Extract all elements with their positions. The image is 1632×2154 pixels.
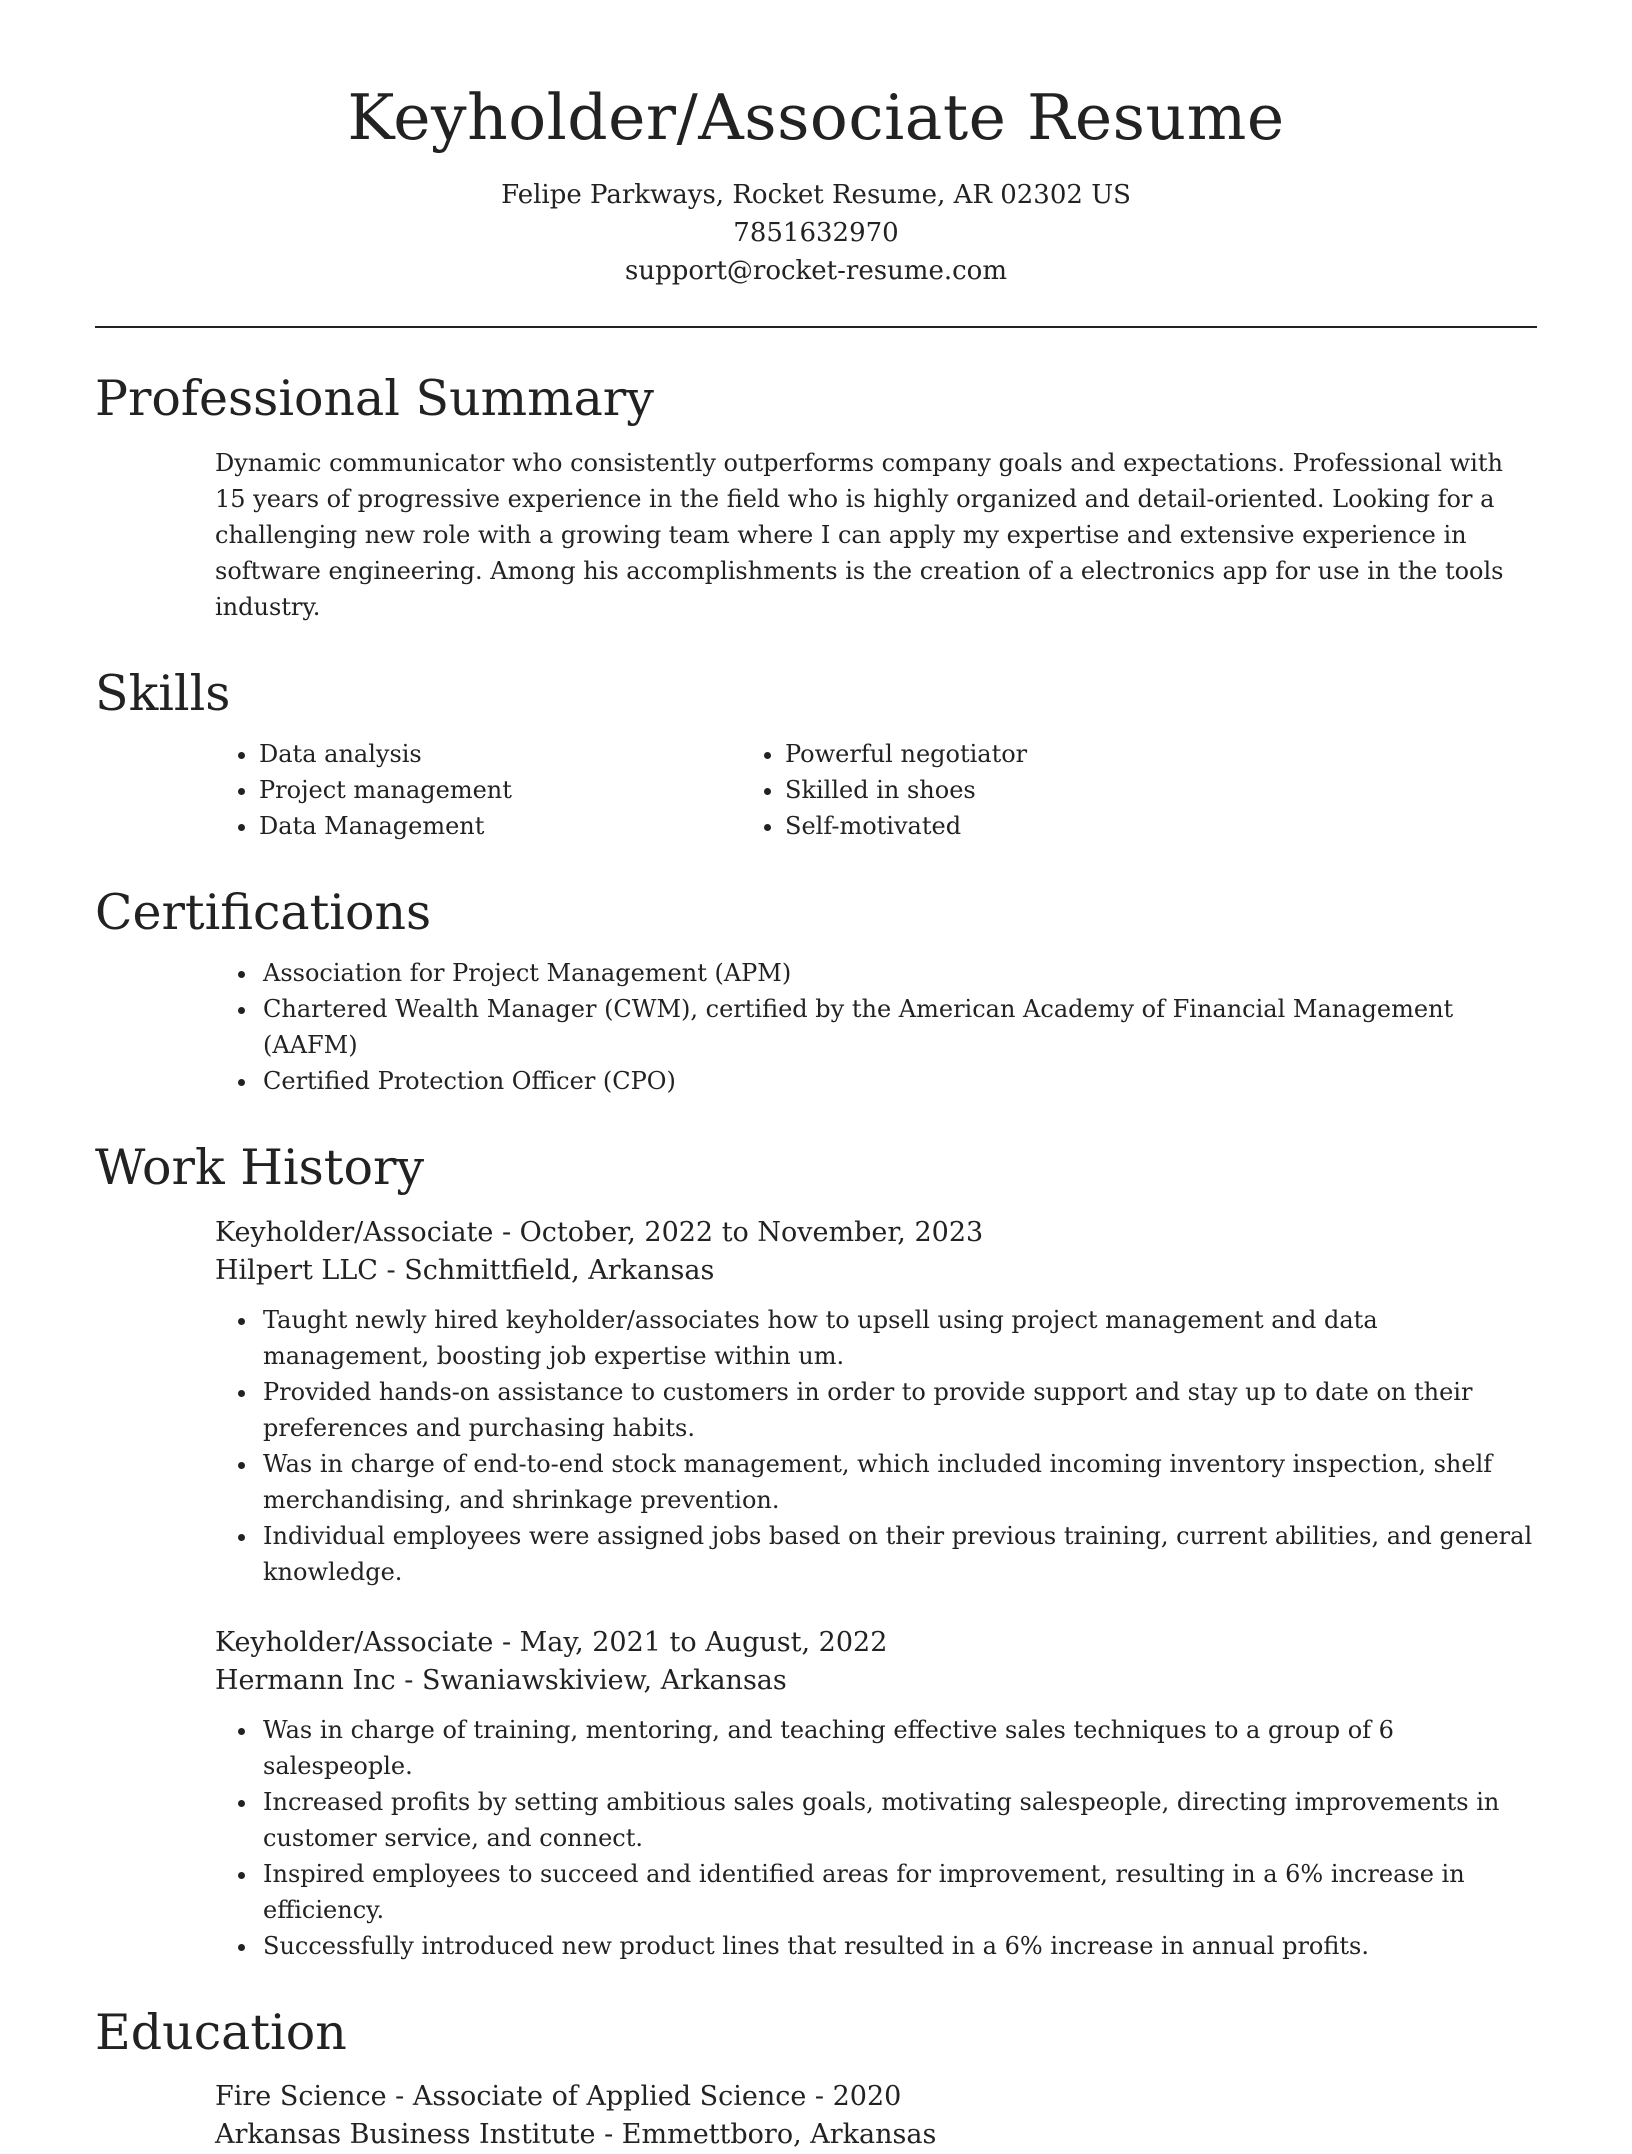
job-duty: • Taught newly hired keyholder/associates how to upsell using project management and data management, boosting job expertise within um.	[259, 1302, 1537, 1374]
contact-address: Felipe Parkways, Rocket Resume, AR 02302 US	[501, 180, 1131, 211]
summary-section	[95, 370, 1537, 625]
skills-column-left	[95, 736, 741, 844]
job-duties-list	[95, 1712, 1537, 1964]
education-location: - Emmettboro, Arkansas	[595, 2119, 937, 2151]
skill-item: • Skilled in shoes	[785, 772, 1027, 808]
job-duty: • Was in charge of training, mentoring, and teaching effective sales techniques to a group of 6 salespeople.	[259, 1712, 1537, 1784]
job-entry	[95, 1624, 1537, 1700]
skills-column-right	[741, 736, 1027, 844]
job-title-line	[215, 1214, 1537, 1252]
certification-item: • Chartered Wealth Manager (CWM), certified by the American Academy of Financial Management (AAFM)	[259, 991, 1537, 1063]
job-company: Hermann Inc	[215, 1664, 396, 1696]
job-duty: • Increased profits by setting ambitious sales goals, motivating salespeople, directing improvements in customer service, and connect.	[259, 1784, 1537, 1856]
education-school-line	[215, 2116, 1537, 2154]
education-field: Fire Science	[215, 2081, 387, 2113]
skill-item: • Project management	[259, 772, 741, 808]
job-entry	[95, 1214, 1537, 1290]
job-duties-list	[95, 1302, 1537, 1590]
page-title: Keyholder/Associate Resume	[347, 81, 1285, 154]
job-location: - Schmittfield, Arkansas	[377, 1254, 715, 1286]
job-company: Hilpert LLC	[215, 1254, 378, 1286]
certifications-heading: Certifications	[95, 884, 432, 942]
summary-body	[95, 445, 1537, 625]
work-history-heading: Work History	[95, 1138, 425, 1196]
resume-header	[95, 0, 1537, 290]
skill-item: • Data analysis	[259, 736, 741, 772]
job-company-line	[215, 1662, 1537, 1700]
certification-item: • Certified Protection Officer (CPO)	[259, 1063, 1537, 1099]
summary-heading: Professional Summary	[95, 370, 654, 428]
education-entry	[95, 2078, 1537, 2154]
job-duty: • Successfully introduced new product lines that resulted in a 6% increase in annual profits.	[259, 1928, 1537, 1964]
education-year: - 2020	[806, 2081, 902, 2113]
education-degree: - Associate of Applied Science	[386, 2081, 807, 2113]
certification-item: • Association for Project Management (APM)	[259, 955, 1537, 991]
job-duty: • Inspired employees to succeed and identified areas for improvement, resulting in a 6% increase in efficiency.	[259, 1856, 1537, 1928]
job-company-line	[215, 1252, 1537, 1290]
contact-email: support@rocket-resume.com	[624, 256, 1007, 287]
skill-item: • Self-motivated	[785, 808, 1027, 844]
job-title-line	[215, 1624, 1537, 1662]
skills-heading: Skills	[95, 665, 231, 723]
job-title: Keyholder/Associate	[215, 1216, 494, 1248]
education-school: Arkansas Business Institute	[215, 2119, 596, 2151]
certifications-list	[95, 955, 1537, 1099]
education-heading: Education	[95, 2003, 347, 2061]
job-location: - Swaniawskiview, Arkansas	[395, 1664, 787, 1696]
summary-text: Dynamic communicator who consistently outperforms company goals and expectations. Professional with 15 years of progressive experience in the field who is highly organized and detail-oriented. Looking for a challenging new role with a growing team where I can apply my expertise and extensive experience in software engineering. Among his accomplishments is the creation of a electronics app for use in the tools industry.	[215, 449, 1504, 622]
job-duty: • Individual employees were assigned jobs based on their previous training, current abilities, and general knowledge.	[259, 1518, 1537, 1590]
job-title: Keyholder/Associate	[215, 1626, 494, 1658]
job-dates: - May, 2021 to August, 2022	[493, 1626, 888, 1658]
contact-phone: 7851632970	[733, 218, 899, 249]
work-history-section	[95, 1139, 1537, 1964]
job-dates: - October, 2022 to November, 2023	[493, 1216, 984, 1248]
education-section	[95, 2004, 1537, 2154]
skill-item: • Data Management	[259, 808, 741, 844]
job-duty: • Was in charge of end-to-end stock management, which included incoming inventory inspection, shelf merchandising, and shrinkage prevention.	[259, 1446, 1537, 1518]
header-divider	[95, 326, 1537, 328]
skills-section	[95, 665, 1537, 844]
skills-grid	[95, 736, 1537, 844]
job-duty: • Provided hands-on assistance to customers in order to provide support and stay up to date on their preferences and purchasing habits.	[259, 1374, 1537, 1446]
education-degree-line	[215, 2078, 1537, 2116]
skill-item: • Powerful negotiator	[785, 736, 1027, 772]
certifications-section	[95, 884, 1537, 1099]
